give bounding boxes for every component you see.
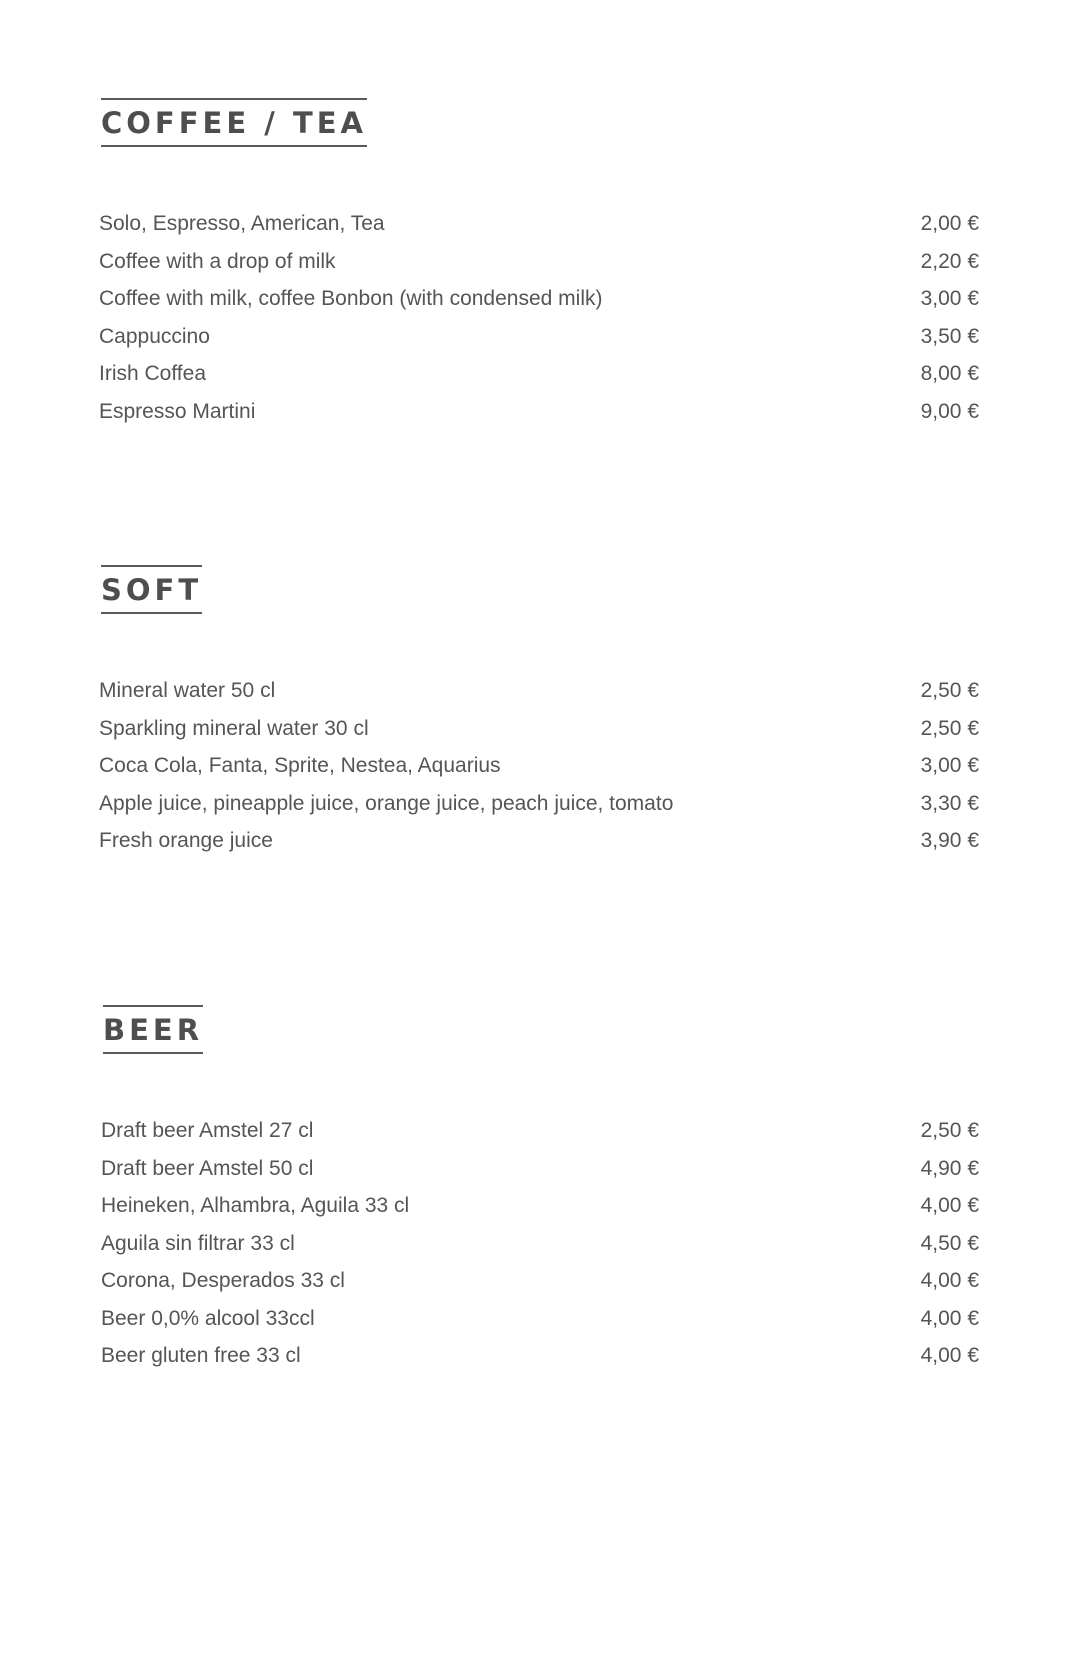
menu-item <box>101 1307 979 1345</box>
menu-item <box>99 754 979 792</box>
menu-item <box>101 1232 979 1270</box>
menu-item <box>99 212 979 250</box>
menu-item <box>101 1269 979 1307</box>
item-name: Coffee with a drop of milk <box>99 249 336 273</box>
menu-item <box>101 1119 979 1157</box>
menu-list <box>101 1119 979 1382</box>
item-name: Coffee with milk, coffee Bonbon (with condensed milk) <box>99 287 603 310</box>
menu-item <box>99 829 979 867</box>
item-price: 4,50 € <box>920 1231 979 1255</box>
item-name: Draft beer Amstel 50 cl <box>101 1156 314 1180</box>
item-name: Espresso Martini <box>99 399 256 423</box>
menu-item <box>99 679 979 717</box>
item-price: 3,00 € <box>920 287 979 310</box>
item-name: Cappuccino <box>99 324 210 348</box>
menu-list <box>99 679 979 867</box>
menu-item <box>99 792 979 830</box>
item-name: Corona, Desperados 33 cl <box>101 1269 345 1292</box>
item-name: Beer gluten free 33 cl <box>101 1344 301 1367</box>
item-name: Mineral water 50 cl <box>99 679 276 702</box>
item-price: 2,50 € <box>920 679 979 702</box>
item-price: 2,20 € <box>920 249 979 273</box>
menu-item <box>99 717 979 755</box>
item-price: 4,00 € <box>920 1269 979 1292</box>
item-price: 4,00 € <box>920 1306 979 1330</box>
item-name: Draft beer Amstel 27 cl <box>101 1119 314 1142</box>
section-title: COFFEE / TEA <box>101 98 367 147</box>
menu-item <box>99 325 979 363</box>
item-name: Aguila sin filtrar 33 cl <box>101 1231 295 1255</box>
item-name: Beer 0,0% alcool 33ccl <box>101 1306 315 1330</box>
item-name: Coca Cola, Fanta, Sprite, Nestea, Aquarius <box>99 754 501 777</box>
item-name: Solo, Espresso, American, Tea <box>99 212 385 235</box>
item-price: 8,00 € <box>920 362 979 385</box>
item-name: Fresh orange juice <box>99 829 273 852</box>
menu-item <box>99 400 979 438</box>
item-name: Sparkling mineral water 30 cl <box>99 716 369 740</box>
item-price: 2,00 € <box>920 212 979 235</box>
item-price: 3,50 € <box>920 324 979 348</box>
item-price: 2,50 € <box>920 716 979 740</box>
menu-item <box>99 362 979 400</box>
menu-item <box>101 1194 979 1232</box>
item-price: 3,00 € <box>920 754 979 777</box>
menu-item <box>101 1157 979 1195</box>
item-price: 3,30 € <box>920 791 979 815</box>
item-name: Apple juice, pineapple juice, orange juice, peach juice, tomato <box>99 791 674 815</box>
menu-list <box>99 212 979 437</box>
menu-item <box>99 287 979 325</box>
item-price: 4,90 € <box>920 1156 979 1180</box>
item-name: Heineken, Alhambra, Aguila 33 cl <box>101 1194 410 1217</box>
section-title: BEER <box>103 1005 203 1054</box>
item-price: 4,00 € <box>920 1194 979 1217</box>
item-name: Irish Coffea <box>99 362 206 385</box>
section-title: SOFT <box>101 565 202 614</box>
item-price: 2,50 € <box>920 1119 979 1142</box>
menu-item <box>101 1344 979 1382</box>
menu-item <box>99 250 979 288</box>
item-price: 3,90 € <box>920 829 979 852</box>
item-price: 4,00 € <box>920 1344 979 1367</box>
item-price: 9,00 € <box>920 399 979 423</box>
